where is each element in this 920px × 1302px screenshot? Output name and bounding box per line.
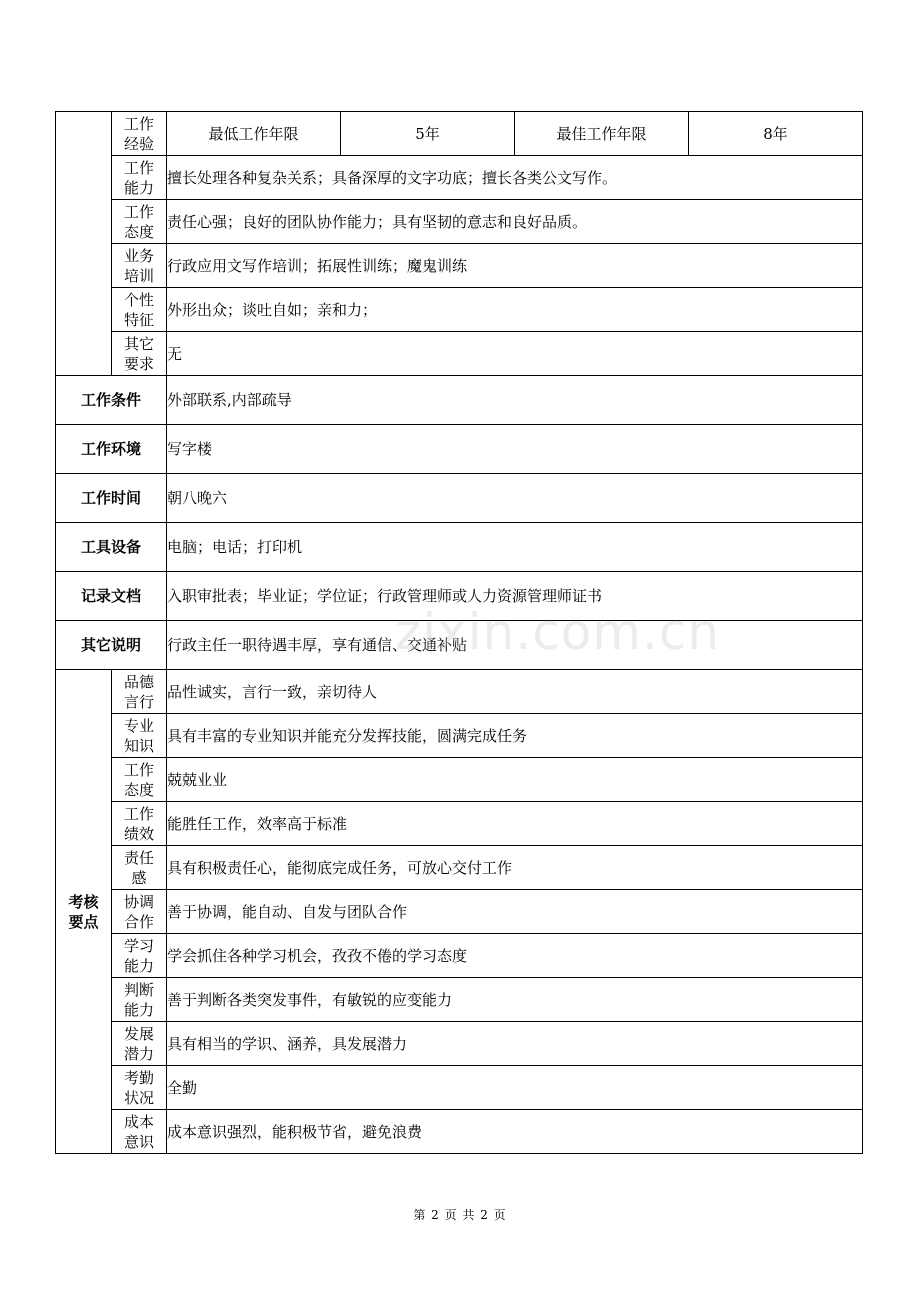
row-label: 判断能力 [112, 978, 167, 1022]
table-row [56, 621, 863, 670]
section-value: 行政主任一职待遇丰厚，享有通信、交通补贴 [167, 621, 863, 670]
watermark: zixin.com.cn [395, 603, 721, 661]
row-value: 外形出众；谈吐自如；亲和力； [167, 288, 863, 332]
section-label: 工作时间 [56, 474, 167, 523]
table-row [56, 1066, 863, 1110]
row-label: 业务培训 [112, 244, 167, 288]
page-footer: 第 2 页 共 2 页 [413, 1208, 507, 1222]
row-value: 具有丰富的专业知识并能充分发挥技能，圆满完成任务 [167, 714, 863, 758]
row-label: 成本意识 [112, 1110, 167, 1154]
section-label: 其它说明 [56, 621, 167, 670]
table-row [56, 714, 863, 758]
section-value: 外部联系,内部疏导 [167, 376, 863, 425]
best-years-value: 8年 [689, 112, 863, 156]
table-row [56, 890, 863, 934]
table-row [56, 670, 863, 714]
row-value: 善于判断各类突发事件，有敏锐的应变能力 [167, 978, 863, 1022]
job-description-table [55, 111, 863, 1154]
table-row [56, 112, 863, 156]
row-value: 行政应用文写作培训；拓展性训练；魔鬼训练 [167, 244, 863, 288]
row-label: 其它要求 [112, 332, 167, 376]
table-row [56, 934, 863, 978]
row-value: 兢兢业业 [167, 758, 863, 802]
row-label: 学习能力 [112, 934, 167, 978]
row-value: 品性诚实，言行一致，亲切待人 [167, 670, 863, 714]
requirements-group-cell [56, 112, 112, 376]
section-label: 工作环境 [56, 425, 167, 474]
row-value: 学会抓住各种学习机会，孜孜不倦的学习态度 [167, 934, 863, 978]
row-label: 工作态度 [112, 200, 167, 244]
row-label: 协调合作 [112, 890, 167, 934]
row-label: 个性特征 [112, 288, 167, 332]
best-years-label: 最佳工作年限 [515, 112, 689, 156]
row-label: 责任感 [112, 846, 167, 890]
table-row [56, 1022, 863, 1066]
row-label: 发展潜力 [112, 1022, 167, 1066]
table-row [56, 1110, 863, 1154]
table-row [56, 572, 863, 621]
row-value: 成本意识强烈，能积极节省，避免浪费 [167, 1110, 863, 1154]
row-value: 擅长处理各种复杂关系；具备深厚的文字功底；擅长各类公文写作。 [167, 156, 863, 200]
row-value: 善于协调，能自动、自发与团队合作 [167, 890, 863, 934]
section-label: 记录文档 [56, 572, 167, 621]
row-value: 具有积极责任心，能彻底完成任务，可放心交付工作 [167, 846, 863, 890]
row-value: 具有相当的学识、涵养，具发展潜力 [167, 1022, 863, 1066]
row-value: 无 [167, 332, 863, 376]
row-label: 考勤状况 [112, 1066, 167, 1110]
row-value: 责任心强；良好的团队协作能力；具有坚韧的意志和良好品质。 [167, 200, 863, 244]
table-row [56, 425, 863, 474]
section-value: 写字楼 [167, 425, 863, 474]
min-years-value: 5年 [341, 112, 515, 156]
table-row [56, 244, 863, 288]
table-row [56, 978, 863, 1022]
row-label: 工作态度 [112, 758, 167, 802]
section-value: 电脑；电话；打印机 [167, 523, 863, 572]
table-row [56, 758, 863, 802]
table-row [56, 523, 863, 572]
table-row [56, 846, 863, 890]
row-label: 工作经验 [112, 112, 167, 156]
row-label: 工作绩效 [112, 802, 167, 846]
min-years-label: 最低工作年限 [167, 112, 341, 156]
row-label: 品德言行 [112, 670, 167, 714]
section-label: 工具设备 [56, 523, 167, 572]
row-label: 专业知识 [112, 714, 167, 758]
section-value: 入职审批表；毕业证；学位证；行政管理师或人力资源管理师证书 [167, 572, 863, 621]
row-value: 全勤 [167, 1066, 863, 1110]
table-row [56, 474, 863, 523]
table-row [56, 156, 863, 200]
table-row [56, 288, 863, 332]
section-label: 工作条件 [56, 376, 167, 425]
table-row [56, 200, 863, 244]
table-row [56, 376, 863, 425]
row-value: 能胜任工作，效率高于标准 [167, 802, 863, 846]
section-value: 朝八晚六 [167, 474, 863, 523]
row-label: 工作能力 [112, 156, 167, 200]
table-row [56, 802, 863, 846]
assessment-label: 考核要点 [56, 670, 112, 1154]
table-row [56, 332, 863, 376]
